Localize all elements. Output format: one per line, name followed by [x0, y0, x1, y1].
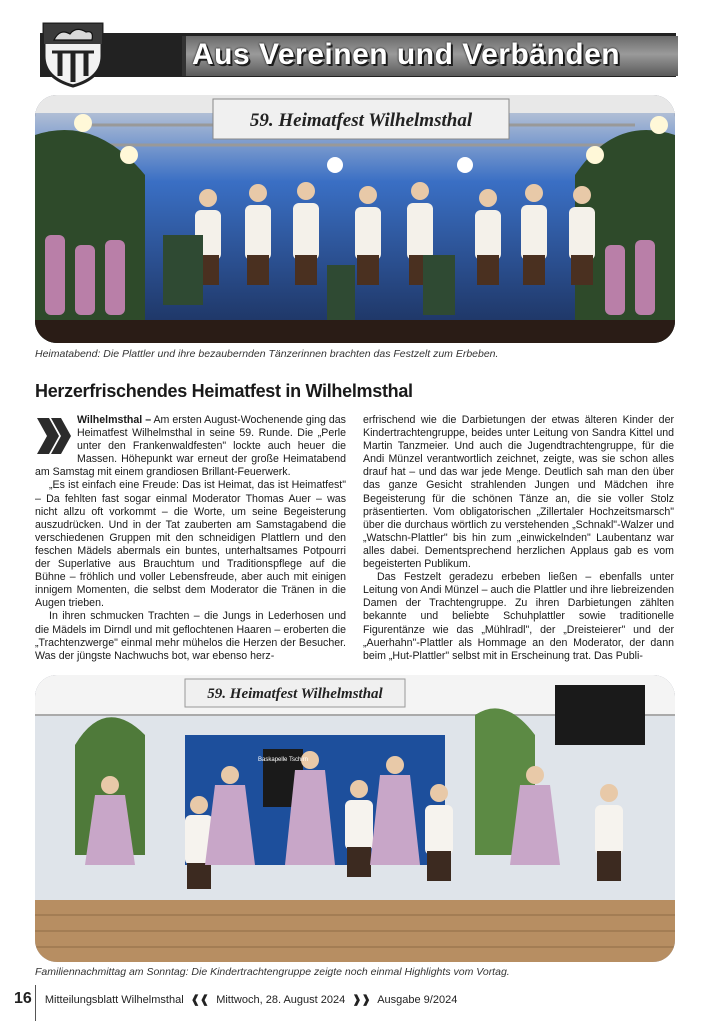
photo1-banner-text: 59. Heimatfest Wilhelmsthal: [249, 110, 473, 131]
article-lead-text: Am ersten August-Wochenende ging das Heimatfest Wilhelmsthal in seine 59. Runde. Die „Perle unter den Frankenwaldfesten" lockte auch heuer die Massen. Höhepunkt war erneut der große Heimatabend am Samstag mit einem grandiosen Brillant-Feuerwerk.: [35, 414, 346, 479]
issue-number: Ausgabe 9/2024: [377, 994, 458, 1006]
article-paragraph: Das Festzelt geradezu erbeben ließen – ebenfalls unter Leitung von Andi Münzel – auch die Plattler und ihre liebreizenden Damen der Trachtengruppe. Zu ihren Darbietungen zählten bekannte und beliebte Schuhplattler sowie traditionelle Figurentänze wie das „Mühlradl", der „Dreisteierer" und der „Auerhahn"-Plattler als Hommage an den Moderator, der dann beim „Hut-Plattler" selbst mit in Erscheinung trat. Das Publi-: [363, 571, 674, 662]
photo-familiennachmittag-illustration: [35, 675, 675, 962]
municipal-crest-icon: [40, 18, 106, 88]
section-title: Aus Vereinen und Verbänden: [192, 38, 621, 71]
photo-heimatabend: [35, 95, 675, 343]
article-paragraph: In ihren schmucken Trachten – die Jungs in Lederhosen und die Mädels im Dirndl und mit geflochtenen Haaren – eroberten die „Trachtenzwerge" einmal mehr mühelos die Herzen der Besucher. Was der jüngste Nachwuchs bot, war ebenso herz-: [35, 610, 346, 662]
page-footer: [14, 990, 457, 1008]
article-dateline: Wilhelmsthal –: [77, 414, 152, 426]
photo1-caption: Heimatabend: Die Plattler und ihre bezaubernden Tänzerinnen brachten das Festzelt zum Erbeben.: [35, 348, 499, 360]
article-paragraph: „Es ist einfach eine Freude: Das ist Heimat, das ist Heimatfest" – Da fehlten fast sogar einmal Moderator Thomas Auer – was nicht allzu oft vorkommt – die Worte, um seine Begeisterung auszudrücken. Und in der Tat zauberten am Samstagabend die verschiedenen Gruppen mit den schneidigen Plattlern und den feschen Mädels abermals ein buntes, unterhaltsames Potpourri der Superlative aus Brauchtum und Traditionspflege auf die Bühne – fröhlich und voller Lebensfreude, aber auch mit einigen innigem Momenten, die selbst dem Moderator die Tränen in die Augen trieben.: [35, 479, 346, 610]
photo2-caption: Familiennachmittag am Sonntag: Die Kindertrachtengruppe zeigte noch einmal Highlights vom Vortag.: [35, 966, 510, 978]
photo2-sign-text: Baskapelle Tschirn: [258, 757, 308, 763]
article-column-1: [35, 414, 346, 664]
article-paragraph: erfrischend wie die Darbietungen der etwas älteren Kinder der Kindertrachtengruppe, beides unter Leitung von Sandra Kittel und Martin Tanzmeier. Und auch die Jugendtrachtengruppe, für die Andi Münzel verantwortlich zeichnet, zeigte, was sie schon alles drauf hat – und das war jede Menge. Deutlich sah man den über das ganze Gesicht strahlenden Jungen und Mädchen ihre Begeisterung für die schönen Tänze an, die sie voller Stolz präsentierten. Vom obligatorischen „Zillertaler Hochzeitsmarsch" über die durchaus wörtlich zu verstehenden „Schnakl"-Walzer und „Watschn-Plattler" bis hin zum „einwickelnden" Laubentanz war alles dabei. Dementsprechend herzlichen Applaus gab es vom begeisterten Publikum.: [363, 414, 674, 571]
photo-familiennachmittag: [35, 675, 675, 962]
separator-right-icon: ❱❱: [352, 994, 371, 1006]
photo2-banner-text: 59. Heimatfest Wilhelmsthal: [207, 686, 383, 702]
article-headline: Herzerfrischendes Heimatfest in Wilhelmsthal: [35, 381, 413, 401]
issue-date: Mittwoch, 28. August 2024: [216, 994, 346, 1006]
page-number: 16: [14, 990, 32, 1007]
photo-heimatabend-illustration: [35, 95, 675, 343]
publication-name: Mitteilungsblatt Wilhelmsthal: [44, 994, 184, 1006]
double-chevron-icon: [35, 416, 73, 456]
separator-left-icon: ❰❰: [190, 994, 210, 1006]
article-paragraph: [35, 414, 346, 479]
article-column-2: [363, 414, 674, 664]
